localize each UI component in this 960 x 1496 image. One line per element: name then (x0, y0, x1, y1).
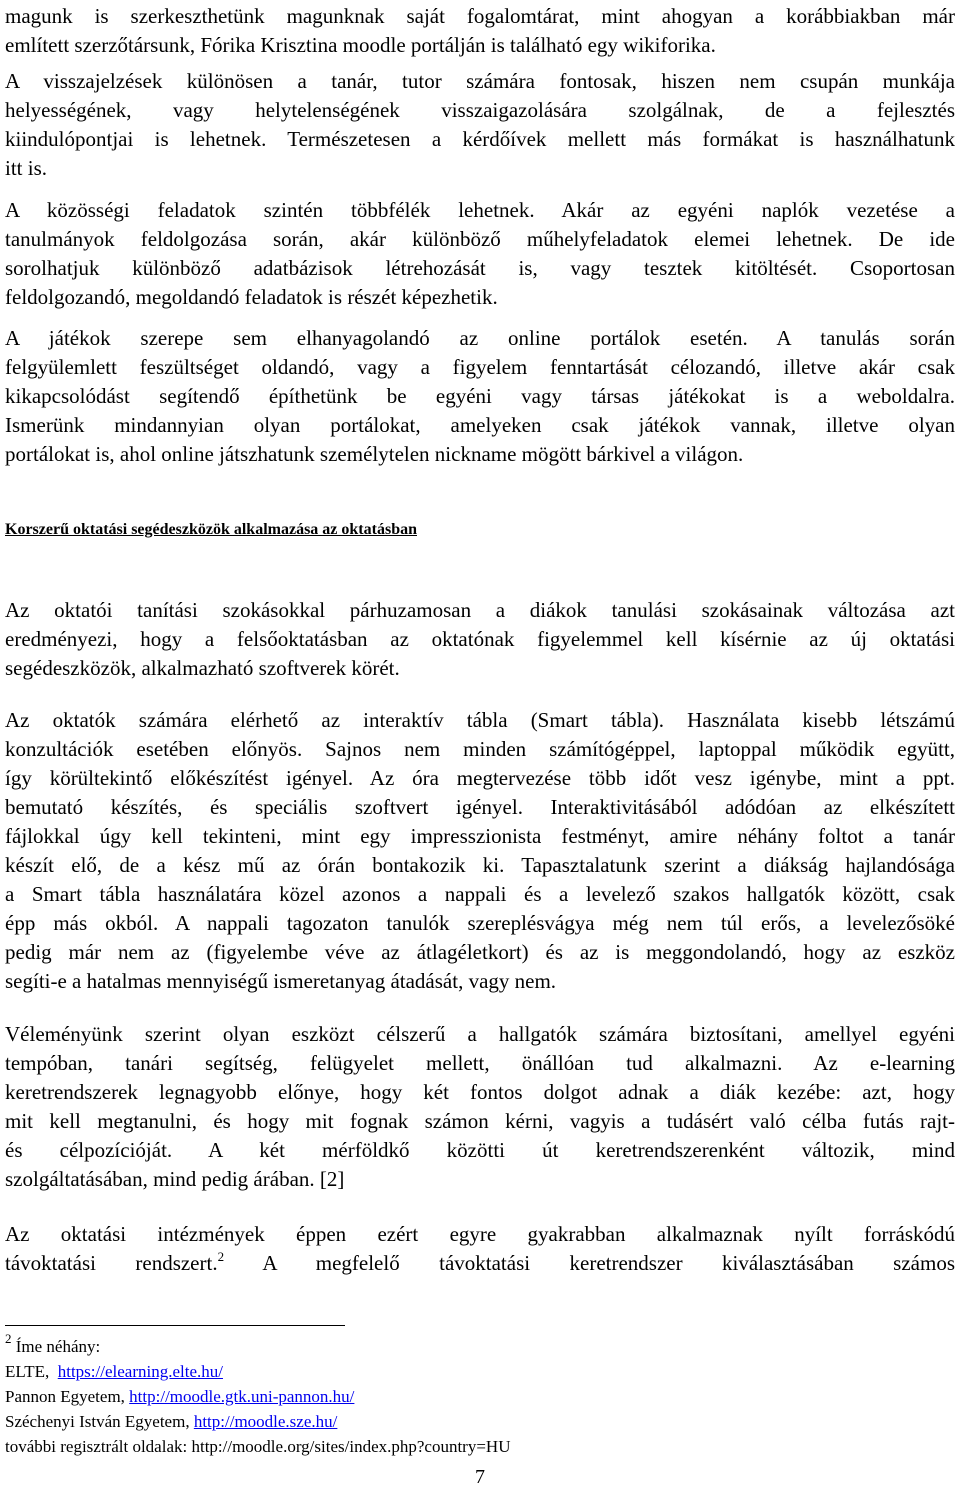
footnote-intro (5, 1331, 955, 1359)
text-line: pedig már nem az (figyelembe véve az átlagéletkort) és az is meggondolandó, hogy az eszköz (5, 940, 955, 964)
footnote-label: ELTE, (5, 1362, 58, 1381)
text-line: készít elő, de a kész mű az órán bontakozik ki. Tapasztalatunk szerint a diákság hajlandósága (5, 853, 955, 877)
footnote-label: Pannon Egyetem, (5, 1387, 130, 1406)
text-line: Az oktatói tanítási szokásokkal párhuzamosan a diákok tanulási szokásainak változása azt (5, 598, 955, 622)
page-number: 7 (475, 1466, 485, 1488)
footnote-separator (5, 1325, 345, 1326)
text-line: fájlokkal úgy kell tekinteni, mint egy impresszionista festményt, amire néhány foltot a tanár (5, 824, 955, 848)
line-text: A megfelelő távoktatási keretrendszer kiválasztásában számos (224, 1251, 955, 1275)
text-line: mit kell megtanulni, és hogy mit fognak számon kérni, vagyis a tudásért való célba futás rajt- (5, 1109, 955, 1133)
paragraph-kozossegi-feladatok (5, 196, 955, 312)
text-line (5, 67, 955, 96)
text-line: keretrendszerek legnagyobb előnye, hogy két fontos dolgot adnak a diák kezébe: azt, hogy (5, 1080, 955, 1104)
footnote-item-sze (5, 1410, 955, 1434)
text-line (5, 1249, 955, 1278)
text-line: kiindulópontjai is lehetnek. Természetesen a kérdőívek mellett más formákat is használhatunk (5, 127, 955, 151)
footnote-reference: 2 (217, 1249, 225, 1264)
footnote-label: Széchenyi István Egyetem, (5, 1412, 194, 1431)
text-line: konzultációk esetében előnyös. Sajnos nem minden számítógéppel, laptoppal működik együtt, (5, 737, 955, 761)
text-line: kikapcsolódást segítendő építhetünk be egyéni vagy társas játékokat is a weboldalra. (5, 384, 955, 408)
line-text: távoktatási rendszert. (5, 1251, 218, 1275)
text-line: tempóban, tanári segítség, felügyelet mellett, önállóan tud alkalmazni. Az e-learning (5, 1051, 955, 1075)
text-line: Ismerünk mindannyian olyan portálokat, amelyeken csak játékok vannak, illetve olyan (5, 413, 955, 437)
text-line: helyességének, vagy helytelenségének visszaigazolására szolgálnak, de a fejlesztés (5, 98, 955, 122)
text-line: portálokat is, ahol online játszhatunk személytelen nickname mögött bárkivel a világon. (5, 442, 744, 466)
text-line: magunk is szerkeszthetünk magunknak saját fogalomtárat, mint ahogyan a korábbiakban már (5, 4, 955, 28)
paragraph-wikiforika (5, 2, 955, 60)
text-line: felgyülemlett feszültséget oldandó, vagy a figyelem fenntartását célozandó, illetve akár csak (5, 355, 955, 379)
text-line: A játékok szerepe sem elhanyagolandó az online portálok esetén. A tanulás során (5, 326, 955, 350)
elte-link[interactable]: https://elearning.elte.hu/ (57, 1362, 223, 1381)
text-line: Az oktatási intézmények éppen ezért egyre gyakrabban alkalmaznak nyílt forráskódú (5, 1222, 955, 1246)
text-line: Az oktatók számára elérhető az interaktív tábla (Smart tábla). Használata kisebb létszámú (5, 708, 955, 732)
text-line: bemutató készítés, és speciális szoftvert igényel. Interaktivitásából adódóan az elkészített (5, 795, 955, 819)
section-heading: Korszerű oktatási segédeszközök alkalmazása az oktatásban (5, 521, 417, 538)
text-line: sorolhatjuk különböző adatbázisok létrehozását is, vagy tesztek kitöltését. Csoportosan (5, 256, 955, 280)
text-line: segédeszközök, alkalmazható szoftverek körét. (5, 656, 400, 680)
text-line: itt is. (5, 156, 48, 180)
text-line: segíti-e a hatalmas mennyiségű ismeretanyag átadását, vagy nem. (5, 969, 557, 993)
text-line: tanulmányok feldolgozása során, akár különböző műhelyfeladatok elemei lehetnek. De ide (5, 227, 955, 251)
text-line: szolgáltatásában, mind pedig árában. [2] (5, 1167, 345, 1191)
footnote-marker: 2 (5, 1331, 12, 1346)
paragraph-e-learning (5, 1020, 955, 1194)
text-line: eredményezi, hogy a felsőoktatásban az oktatónak figyelemmel kell kísérnie az új oktatási (5, 627, 955, 651)
text-line: Véleményünk szerint olyan eszközt célszerű a hallgatók számára biztosítani, amellyel egyéni (5, 1022, 955, 1046)
paragraph-oktatoi-szokasok (5, 596, 955, 683)
text-line: A közösségi feladatok szintén többfélék lehetnek. Akár az egyéni naplók vezetése a (5, 198, 955, 222)
paragraph-interaktiv-tabla (5, 706, 955, 996)
footnote-intro-text: Íme néhány: (11, 1337, 101, 1356)
sze-link[interactable]: http://moodle.sze.hu/ (193, 1412, 338, 1431)
paragraph-visszajelzesek (5, 67, 955, 183)
footnote-item-pannon (5, 1385, 955, 1409)
footnote-item-elte (5, 1360, 955, 1384)
text-line: feldolgozandó, megoldandó feladatok is részét képezhetik. (5, 285, 498, 309)
text-line: a Smart tábla használatára közel azonos a nappali és a levelező szakos hallgatók között, csak (5, 882, 955, 906)
pannon-link[interactable]: http://moodle.gtk.uni-pannon.hu/ (129, 1387, 355, 1406)
text-line: épp más okból. A nappali tagozaton tanulók szereplésvágya még nem túl erős, a levelezősöké (5, 911, 955, 935)
text-line: említett szerzőtársunk, Fórika Krisztina moodle portálján is található egy wikiforika. (5, 33, 716, 57)
text-line: így körültekintő előkészítést igényel. Az óra megtervezése több időt vesz igénybe, mint a ppt. (5, 766, 955, 790)
footnote-item-moodle-org: további regisztrált oldalak: http://moodle.org/sites/index.php?country=HU (5, 1437, 511, 1456)
paragraph-oktatasi-intezmenyek (5, 1220, 955, 1278)
paragraph-jatekok (5, 324, 955, 469)
text-line: és célpozícióját. A két mérföldkő közötti út keretrendszerenként változik, mind (5, 1138, 955, 1162)
line-text: A visszajelzések különösen a tanár, tutor számára fontosak, hiszen nem csupán munkája (5, 69, 955, 93)
